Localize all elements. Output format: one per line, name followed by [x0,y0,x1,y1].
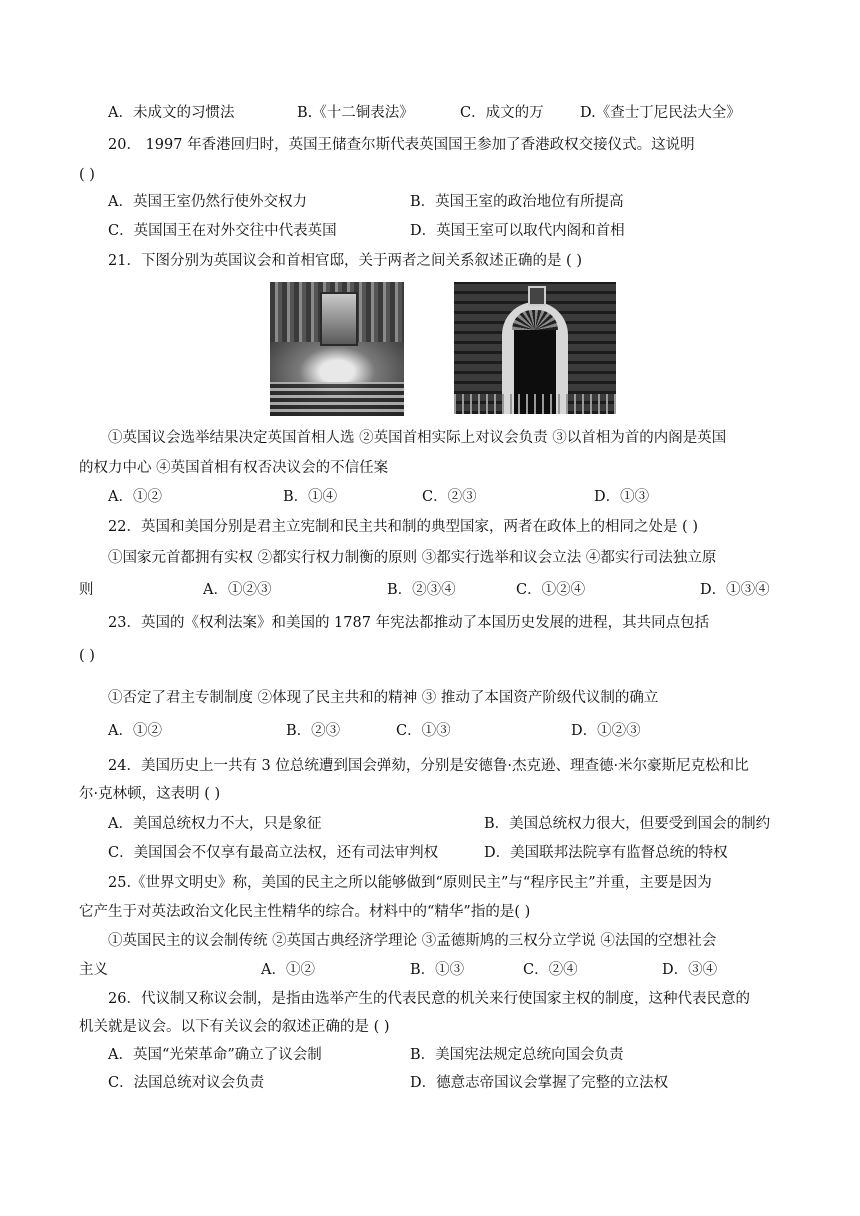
q25-items-tail: 主义 [79,962,108,978]
q23-option-c: C．①③ [396,723,451,739]
q22-option-d: D．①③④ [700,582,770,598]
q19-option-b: B.《十二铜表法》 [297,105,414,121]
q21-stem: 21．下图分别为英国议会和首相官邸，关于两者之间关系叙述正确的是 ( ) [108,253,582,269]
q22-items-tail: 则 [79,582,94,598]
q22-items-line1: ①国家元首都拥有实权 ②都实行权力制衡的原则 ③都实行选举和议会立法 ④都实行司法独立原 [108,550,717,566]
q23-option-b: B．②③ [286,723,341,739]
q22-option-b: B．②③④ [387,582,456,598]
q26-stem-line2: 机关就是议会。以下有关议会的叙述正确的是 ( ) [79,1019,390,1035]
q19-option-c: C．成文的万 [460,105,544,121]
q25-stem-line2: 它产生于对英法政治文化民主性精华的综合。材料中的“精华”指的是( ) [79,904,531,920]
q20-stem-line2: ( ) [79,167,95,183]
q23-items: ①否定了君主专制制度 ②体现了民主共和的精神 ③ 推动了本国资产阶级代议制的确立 [108,690,659,706]
downing-street-door-photo [454,282,616,414]
q19-option-a: A．未成文的习惯法 [108,105,235,121]
q23-option-a: A．①② [108,723,162,739]
q24-option-a: A．美国总统权力不大，只是象征 [108,816,322,832]
q19-option-d: D.《查士丁尼民法大全》 [580,105,741,121]
q20-option-b: B．英国王室的政治地位有所提高 [410,194,624,210]
q22-option-a: A．①②③ [203,582,272,598]
q22-stem: 22．英国和美国分别是君主立宪制和民主共和制的典型国家，两者在政体上的相同之处是 ( ) [108,519,698,535]
q21-option-a: A．①② [108,489,162,505]
q25-option-b: B．①③ [410,962,465,978]
parliament-photo [270,282,404,416]
q21-items-line1: ①英国议会选举结果决定英国首相人选 ②英国首相实际上对议会负责 ③以首相为首的内阁是英国 [108,430,727,446]
q24-option-c: C．美国国会不仅享有最高立法权，还有司法审判权 [108,845,439,861]
q24-option-d: D．美国联邦法院享有监督总统的特权 [484,845,728,861]
q25-option-c: C．②④ [523,962,578,978]
q25-stem-line1: 25.《世界文明史》称，美国的民主之所以能够做到“原则民主”与“程序民主”并重，主要是因为 [108,875,712,891]
q23-option-d: D．①②③ [571,723,641,739]
q26-option-d: D．德意志帝国议会掌握了完整的立法权 [410,1075,669,1091]
q24-stem-line1: 24．美国历史上一共有 3 位总统遭到国会弹劾，分别是安德鲁·杰克逊、理查德·米尔豪斯尼克松和比 [108,758,749,774]
q26-option-a: A．英国“光荣革命”确立了议会制 [108,1047,322,1063]
q25-items-line1: ①英国民主的议会制传统 ②英国古典经济学理论 ③孟德斯鸠的三权分立学说 ④法国的空想社会 [108,933,717,949]
q20-option-c: C．英国国王在对外交往中代表英国 [108,223,337,239]
q25-option-d: D．③④ [662,962,718,978]
q23-stem-line2: ( ) [79,648,95,664]
q21-option-c: C．②③ [422,489,477,505]
q26-stem-line1: 26．代议制又称议会制，是指由选举产生的代表民意的机关来行使国家主权的制度，这种代表民意的 [108,991,750,1007]
q24-stem-line2: 尔·克林顿，这表明 ( ) [79,786,221,802]
q20-option-a: A．英国王室仍然行使外交权力 [108,194,307,210]
q20-option-d: D．英国王室可以取代内阁和首相 [410,223,625,239]
q20-stem-line1: 20． 1997 年香港回归时，英国王储查尔斯代表英国国王参加了香港政权交接仪式。这说明 [108,137,695,153]
q22-option-c: C．①②④ [516,582,586,598]
q23-stem-line1: 23．英国的《权利法案》和美国的 1787 年宪法都推动了本国历史发展的进程，其共同点包括 [108,615,710,631]
q25-option-a: A．①② [261,962,315,978]
q26-option-b: B．美国宪法规定总统向国会负责 [410,1047,624,1063]
q21-option-b: B．①④ [283,489,338,505]
q26-option-c: C．法国总统对议会负责 [108,1075,265,1091]
q21-items-line2: 的权力中心 ④英国首相有权否决议会的不信任案 [79,460,389,476]
q21-option-d: D．①③ [594,489,650,505]
q24-option-b: B．美国总统权力很大，但要受到国会的制约 [484,816,771,832]
